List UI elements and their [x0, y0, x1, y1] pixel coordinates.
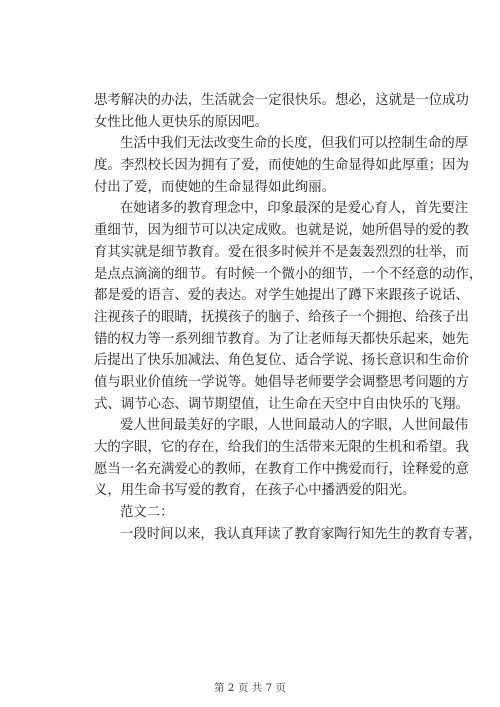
text-line: 育其实就是细节教育。爱在很多时候并不是轰轰烈烈的壮举，而: [94, 244, 469, 260]
text-line: 思考解决的办法，生活就会一定很快乐。想必，这就是一位成功: [94, 93, 469, 108]
text-line: 重细节，因为细节可以决定成败。也就是说，她所倡导的爱的教: [94, 223, 469, 239]
text-line: 注视孩子的眼睛，抚摸孩子的脑子、给孩子一个拥抱、给孩子出: [94, 309, 469, 325]
text-line: 度。李烈校长因为拥有了爱，而使她的生命显得如此厚重；因为: [94, 158, 469, 174]
text-line: 生活中我们无法改变生命的长度，但我们可以控制生命的厚: [120, 136, 469, 152]
text-line: 值与职业价值统一学说等。她倡导老师要学会调整思考问题的方: [94, 374, 469, 390]
text-line: 式、调节心态、调节期望值，让生命在天空中自由快乐的飞翔。: [94, 396, 469, 412]
text-line: 付出了爱，而使她的生命显得如此绚丽。: [94, 179, 336, 195]
text-line: 愿当一名充满爱心的教师，在教育工作中携爱而行，诠释爱的意: [94, 461, 469, 477]
text-line: 义，用生命书写爱的教育，在孩子心中播洒爱的阳光。: [94, 483, 416, 499]
text-line: 是点点滴滴的细节。有时候一个微小的细节，一个不经意的动作，: [94, 266, 483, 282]
page-footer: 第 2 页 共 7 页: [213, 682, 287, 694]
document-body: [94, 90, 483, 545]
text-line: 范文二：: [120, 505, 174, 521]
text-line: 爱人世间最美好的字眼，人世间最动人的字眼，人世间最伟: [120, 418, 469, 434]
text-line: 一段时间以来，我认真拜读了教育家陶行知先生的教育专著，: [120, 526, 482, 542]
text-line: 大的字眼，它的存在，给我们的生活带来无限的生机和希望。我: [94, 440, 469, 455]
text-line: 错的权力等一系列细节教育。为了让老师每天都快乐起来，她先: [94, 331, 469, 347]
text-line: 后提出了快乐加减法、角色复位、适合学说、扬长意识和生命价: [94, 353, 469, 369]
text-line: 都是爱的语言、爱的表达。对学生她提出了蹲下来跟孩子说话、: [94, 288, 469, 304]
text-line: 女性比他人更快乐的原因吧。: [94, 114, 269, 130]
text-line: 在她诸多的教育理念中，印象最深的是爱心育人，首先要注: [120, 201, 469, 217]
